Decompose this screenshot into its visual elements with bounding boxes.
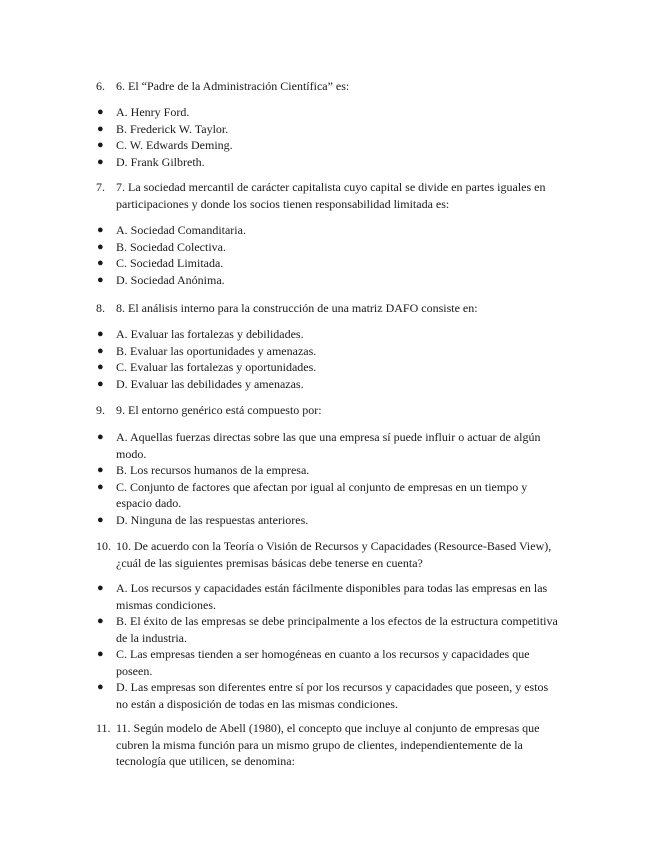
option-item: ● D. Frank Gilbreth. bbox=[97, 154, 205, 169]
bullet-icon: ● bbox=[97, 615, 104, 627]
question-number: 8. bbox=[96, 301, 105, 315]
option-item: ● B. El éxito de las empresas se debe principalmente a los efectos de la estructura competitiva de la industria. bbox=[97, 614, 558, 645]
option-item: ● D. Evaluar las debilidades y amenazas. bbox=[97, 376, 304, 391]
options-list-6 bbox=[96, 104, 560, 170]
bullet-icon: ● bbox=[97, 681, 104, 693]
question-text: 8. El análisis interno para la construcción de una matriz DAFO consiste en: bbox=[116, 301, 478, 315]
bullet-icon: ● bbox=[97, 344, 104, 357]
options-list-9 bbox=[96, 429, 560, 528]
question-number: 7. bbox=[96, 180, 105, 194]
question-text: 6. El “Padre de la Administración Científica” es: bbox=[116, 79, 350, 93]
option-item: ● A. Los recursos y capacidades están fácilmente disponibles para todas las empresas en las mismas condiciones. bbox=[97, 581, 548, 612]
option-item: ● A. Evaluar las fortalezas y debilidades. bbox=[97, 327, 304, 341]
bullet-icon: ● bbox=[97, 139, 104, 151]
bullet-icon: ● bbox=[97, 106, 104, 118]
option-item: ● B. Sociedad Colectiva. bbox=[97, 239, 226, 254]
bullet-icon: ● bbox=[97, 122, 104, 135]
option-item: ● A. Aquellas fuerzas directas sobre las que una empresa sí puede influir o actuar de algún modo. bbox=[97, 430, 541, 461]
option-item: ● B. Los recursos humanos de la empresa. bbox=[97, 463, 310, 477]
bullet-icon: ● bbox=[97, 431, 104, 443]
bullet-icon: ● bbox=[97, 480, 104, 493]
bullet-icon: ● bbox=[97, 328, 104, 340]
question-text: 11. Según modelo de Abell (1980), el concepto que incluye al conjunto de empresas que cubren la misma función para un mismo grupo de clientes, independientemente de la tecnología que utilicen, se denomina: bbox=[116, 721, 540, 768]
bullet-icon: ● bbox=[97, 257, 104, 269]
option-item: ● A. Sociedad Comanditaria. bbox=[97, 223, 246, 237]
bullet-icon: ● bbox=[97, 224, 104, 236]
options-list-7 bbox=[96, 222, 560, 288]
question-8 bbox=[96, 300, 560, 317]
question-number: 10. bbox=[96, 539, 111, 553]
question-11 bbox=[96, 720, 560, 770]
option-item: ● D. Ninguna de las respuestas anteriores. bbox=[97, 512, 309, 527]
bullet-icon: ● bbox=[97, 513, 104, 526]
question-10 bbox=[96, 538, 560, 571]
options-list-10 bbox=[96, 580, 560, 712]
bullet-icon: ● bbox=[97, 648, 104, 660]
option-item: ● C. Conjunto de factores que afectan por igual al conjunto de empresas en un tiempo y espacio dado. bbox=[97, 479, 528, 510]
question-number: 11. bbox=[96, 721, 111, 735]
option-item: ● C. Evaluar las fortalezas y oportunidades. bbox=[97, 360, 317, 374]
question-9 bbox=[96, 402, 560, 419]
bullet-icon: ● bbox=[97, 377, 104, 390]
option-item: ● C. Sociedad Limitada. bbox=[97, 256, 224, 270]
question-text: 10. De acuerdo con la Teoría o Visión de Recursos y Capacidades (Resource-Based View), ¿cuál de las siguientes premisas básicas debe tenerse en cuenta? bbox=[116, 539, 552, 570]
bullet-icon: ● bbox=[97, 240, 104, 253]
option-item: ● C. W. Edwards Deming. bbox=[97, 138, 233, 152]
option-item: ● B. Frederick W. Taylor. bbox=[97, 121, 229, 136]
option-item: ● C. Las empresas tienden a ser homogéneas en cuanto a los recursos y capacidades que poseen. bbox=[97, 647, 530, 678]
question-number: 6. bbox=[96, 79, 105, 93]
option-item: ● A. Henry Ford. bbox=[97, 105, 190, 119]
bullet-icon: ● bbox=[97, 273, 104, 286]
bullet-icon: ● bbox=[97, 361, 104, 373]
option-item: ● D. Las empresas son diferentes entre sí por los recursos y capacidades que poseen, y estos no están a disposición de todas en las mismas condiciones. bbox=[97, 680, 549, 711]
options-list-8 bbox=[96, 326, 560, 392]
bullet-icon: ● bbox=[97, 582, 104, 594]
question-number: 9. bbox=[96, 403, 105, 417]
question-text: 9. El entorno genérico está compuesto por: bbox=[116, 403, 322, 417]
bullet-icon: ● bbox=[97, 155, 104, 168]
option-item: ● B. Evaluar las oportunidades y amenazas. bbox=[97, 343, 317, 358]
question-6 bbox=[96, 78, 560, 95]
question-7 bbox=[96, 179, 560, 212]
bullet-icon: ● bbox=[97, 464, 104, 476]
option-item: ● D. Sociedad Anónima. bbox=[97, 272, 225, 287]
question-text: 7. La sociedad mercantil de carácter capitalista cuyo capital se divide en partes iguales en participaciones y donde los socios tienen responsabilidad limitada es: bbox=[116, 180, 546, 211]
